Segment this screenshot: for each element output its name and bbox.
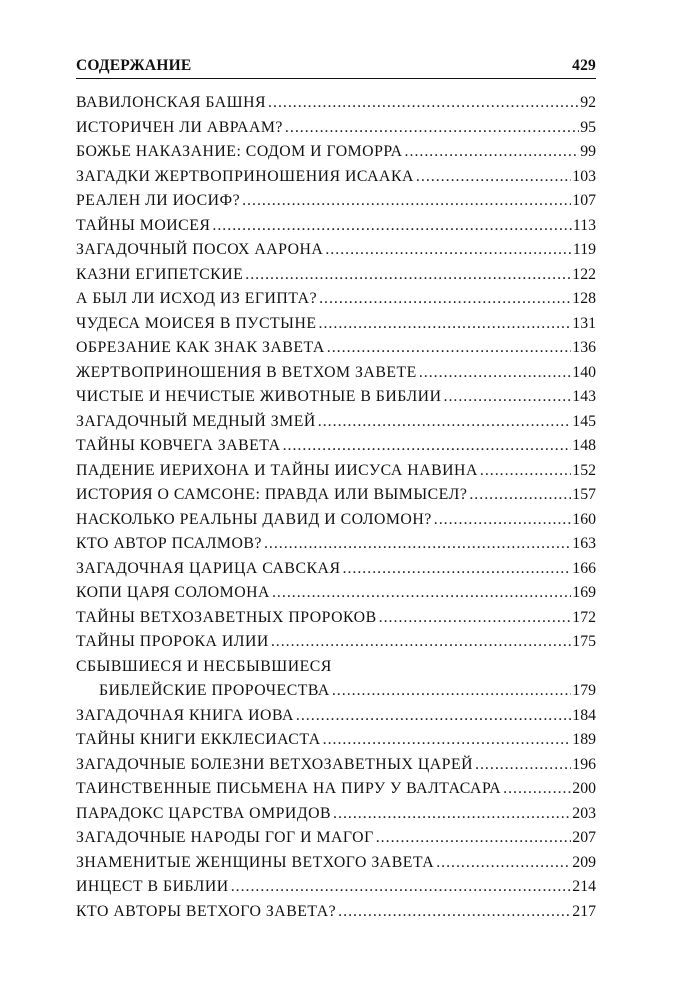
toc-entry-page: 207 [572, 829, 596, 846]
toc-entry [76, 826, 596, 851]
dot-leader [333, 802, 571, 827]
toc-entry-title: ЗАГАДКИ ЖЕРТВОПРИНОШЕНИЯ ИСААКА [76, 167, 414, 185]
toc-entry [76, 875, 596, 900]
dot-leader [338, 900, 571, 925]
toc-entry-title: ЗАГАДОЧНЫЕ НАРОДЫ ГОГ И МАГОГ [76, 829, 374, 846]
toc-entry [76, 165, 596, 190]
toc-entry-title: ЗАГАДОЧНЫЕ БОЛЕЗНИ ВЕТХОЗАВЕТНЫХ ЦАРЕЙ [76, 755, 474, 773]
dot-leader [379, 606, 572, 631]
toc-entry-page: 214 [572, 878, 596, 895]
dot-leader [436, 851, 571, 876]
dot-leader [416, 165, 571, 190]
dot-leader [283, 434, 572, 459]
toc-entry-page: 145 [572, 412, 596, 430]
toc-entry-page: 113 [572, 216, 596, 234]
toc-entry-title: ЗНАМЕНИТЫЕ ЖЕНЩИНЫ ВЕТХОГО ЗАВЕТА [76, 853, 435, 871]
toc-entry-page: 95 [580, 118, 596, 136]
toc-entry-title: РЕАЛЕН ЛИ ИОСИФ? [76, 192, 241, 209]
toc-entry-page: 119 [572, 241, 596, 258]
toc-entry-page: 157 [572, 486, 596, 503]
toc-entry [76, 189, 596, 214]
toc-entry [76, 238, 596, 263]
toc-entry [76, 655, 596, 704]
toc-entry-title: ПАРАДОКС ЦАРСТВА ОМРИДОВ [76, 804, 332, 822]
toc-entry-title: КТО АВТОР ПСАЛМОВ? [76, 535, 262, 552]
dot-leader [296, 704, 571, 729]
dot-leader [231, 875, 572, 900]
dot-leader [475, 753, 571, 778]
toc-entry-title: ЧИСТЫЕ И НЕЧИСТЫЕ ЖИВОТНЫЕ В БИБЛИИ [76, 388, 442, 405]
dot-leader [325, 238, 572, 263]
toc-entry-page: 200 [572, 780, 596, 797]
toc-entry [76, 557, 596, 582]
toc-entry-page: 143 [572, 388, 596, 405]
toc-entry [76, 116, 596, 141]
dot-leader [285, 116, 579, 141]
toc-entry [76, 410, 596, 435]
toc-entry [76, 361, 596, 386]
toc-entry-page: 103 [572, 167, 596, 185]
toc-entry-title: ТАЙНЫ КНИГИ ЕККЛЕСИАСТА [76, 731, 321, 748]
toc-entry [76, 728, 596, 753]
toc-entry-title-line1: СБЫВШИЕСЯ И НЕСБЫВШИЕСЯ [76, 657, 332, 675]
toc-entry-page: 175 [572, 633, 596, 650]
toc-entry-page: 92 [580, 94, 596, 111]
toc-entry-title: ОБРЕЗАНИЕ КАК ЗНАК ЗАВЕТА [76, 339, 325, 356]
toc-entry-page: 136 [572, 339, 596, 356]
toc-entry [76, 704, 596, 729]
running-head [76, 57, 596, 75]
dot-leader [272, 581, 571, 606]
toc-entry [76, 312, 596, 337]
dot-leader [327, 336, 572, 361]
table-of-contents [76, 91, 596, 924]
toc-entry-title: НАСКОЛЬКО РЕАЛЬНЫ ДАВИД И СОЛОМОН? [76, 510, 432, 528]
toc-entry-title: ЗАГАДОЧНЫЙ МЕДНЫЙ ЗМЕЙ [76, 412, 316, 430]
toc-entry-title: ТАЙНЫ ВЕТХОЗАВЕТНЫХ ПРОРОКОВ [76, 608, 377, 626]
toc-entry-title: КОПИ ЦАРЯ СОЛОМОНА [76, 584, 270, 601]
toc-entry-title: ПАДЕНИЕ ИЕРИХОНА И ТАЙНЫ ИИСУСА НАВИНА [76, 461, 478, 479]
toc-entry-title: ЗАГАДОЧНАЯ ЦАРИЦА САВСКАЯ [76, 559, 341, 577]
dot-leader [319, 287, 571, 312]
section-title: СОДЕРЖАНИЕ [76, 57, 192, 74]
dot-leader [271, 630, 571, 655]
toc-entry-title: ИСТОРИЯ О САМСОНЕ: ПРАВДА ИЛИ ВЫМЫСЕЛ? [76, 486, 468, 503]
toc-entry [76, 91, 596, 116]
toc-entry-second-line [76, 679, 596, 704]
toc-entry-page: 189 [572, 731, 596, 748]
dot-leader [318, 410, 572, 435]
toc-entry-title: А БЫЛ ЛИ ИСХОД ИЗ ЕГИПТА? [76, 290, 318, 307]
dot-leader [405, 140, 580, 165]
toc-entry [76, 287, 596, 312]
toc-entry-title: ИНЦЕСТ В БИБЛИИ [76, 878, 229, 895]
toc-entry-page: 160 [572, 510, 596, 528]
toc-entry-page: 217 [572, 902, 596, 920]
toc-entry-page: 163 [572, 535, 596, 552]
toc-entry-title: ЖЕРТВОПРИНОШЕНИЯ В ВЕТХОМ ЗАВЕТЕ [76, 363, 417, 381]
toc-entry [76, 214, 596, 239]
dot-leader [503, 777, 571, 802]
toc-entry-page: 140 [572, 363, 596, 381]
dot-leader [376, 826, 572, 851]
dot-leader [264, 532, 571, 557]
toc-entry-title: ИСТОРИЧЕН ЛИ АВРААМ? [76, 118, 283, 136]
toc-entry-page: 99 [580, 143, 596, 160]
toc-entry [76, 802, 596, 827]
dot-leader [444, 385, 572, 410]
toc-entry [76, 508, 596, 533]
toc-entry-page: 196 [572, 755, 596, 773]
toc-entry [76, 532, 596, 557]
toc-entry [76, 630, 596, 655]
dot-leader [332, 679, 571, 704]
toc-entry-page: 172 [572, 608, 596, 626]
toc-entry-title: ЗАГАДОЧНЫЙ ПОСОХ ААРОНА [76, 241, 324, 258]
book-page [76, 57, 596, 924]
page-number: 429 [572, 57, 596, 74]
dot-leader [242, 189, 571, 214]
toc-entry-page: 179 [572, 682, 596, 699]
toc-entry-title: ЧУДЕСА МОИСЕЯ В ПУСТЫНЕ [76, 314, 317, 332]
toc-entry [76, 263, 596, 288]
toc-entry [76, 753, 596, 778]
toc-entry-page: 148 [572, 437, 596, 454]
toc-entry-page: 203 [572, 804, 596, 822]
toc-entry [76, 140, 596, 165]
toc-entry-title-line2: БИБЛЕЙСКИЕ ПРОРОЧЕСТВА [99, 682, 330, 699]
toc-entry-page: 166 [572, 559, 596, 577]
dot-leader [480, 459, 571, 484]
toc-entry [76, 459, 596, 484]
toc-entry [76, 385, 596, 410]
toc-entry-page: 128 [572, 290, 596, 307]
toc-entry-title: ТАЙНЫ МОИСЕЯ [76, 216, 211, 234]
dot-leader [323, 728, 572, 753]
dot-leader [319, 312, 572, 337]
dot-leader [212, 214, 571, 239]
toc-entry [76, 434, 596, 459]
toc-entry [76, 851, 596, 876]
toc-entry-title: ЗАГАДОЧНАЯ КНИГА ИОВА [76, 706, 294, 724]
toc-entry-page: 107 [572, 192, 596, 209]
toc-entry-title: ТАЙНЫ ПРОРОКА ИЛИИ [76, 633, 269, 650]
toc-entry-page: 209 [572, 853, 596, 871]
toc-entry [76, 606, 596, 631]
toc-entry-title: ВАВИЛОНСКАЯ БАШНЯ [76, 94, 267, 111]
header-rule [76, 78, 596, 79]
toc-entry-page: 131 [572, 314, 596, 332]
toc-entry [76, 483, 596, 508]
dot-leader [419, 361, 571, 386]
dot-leader [268, 91, 579, 116]
toc-entry-title: КАЗНИ ЕГИПЕТСКИЕ [76, 265, 244, 283]
toc-entry [76, 581, 596, 606]
dot-leader [343, 557, 572, 582]
toc-entry [76, 336, 596, 361]
toc-entry-title: ТАЙНЫ КОВЧЕГА ЗАВЕТА [76, 437, 281, 454]
toc-entry [76, 900, 596, 925]
dot-leader [469, 483, 571, 508]
toc-entry-title: ТАИНСТВЕННЫЕ ПИСЬМЕНА НА ПИРУ У ВАЛТАСАРА [76, 780, 502, 797]
toc-entry-page: 152 [572, 461, 596, 479]
toc-entry-page: 184 [572, 706, 596, 724]
toc-entry-title: БОЖЬЕ НАКАЗАНИЕ: СОДОМ И ГОМОРРА [76, 143, 403, 160]
toc-entry-page: 169 [572, 584, 596, 601]
toc-entry [76, 777, 596, 802]
toc-entry-page: 122 [572, 265, 596, 283]
toc-entry-title: КТО АВТОРЫ ВЕТХОГО ЗАВЕТА? [76, 902, 337, 920]
dot-leader [434, 508, 572, 533]
dot-leader [245, 263, 571, 288]
